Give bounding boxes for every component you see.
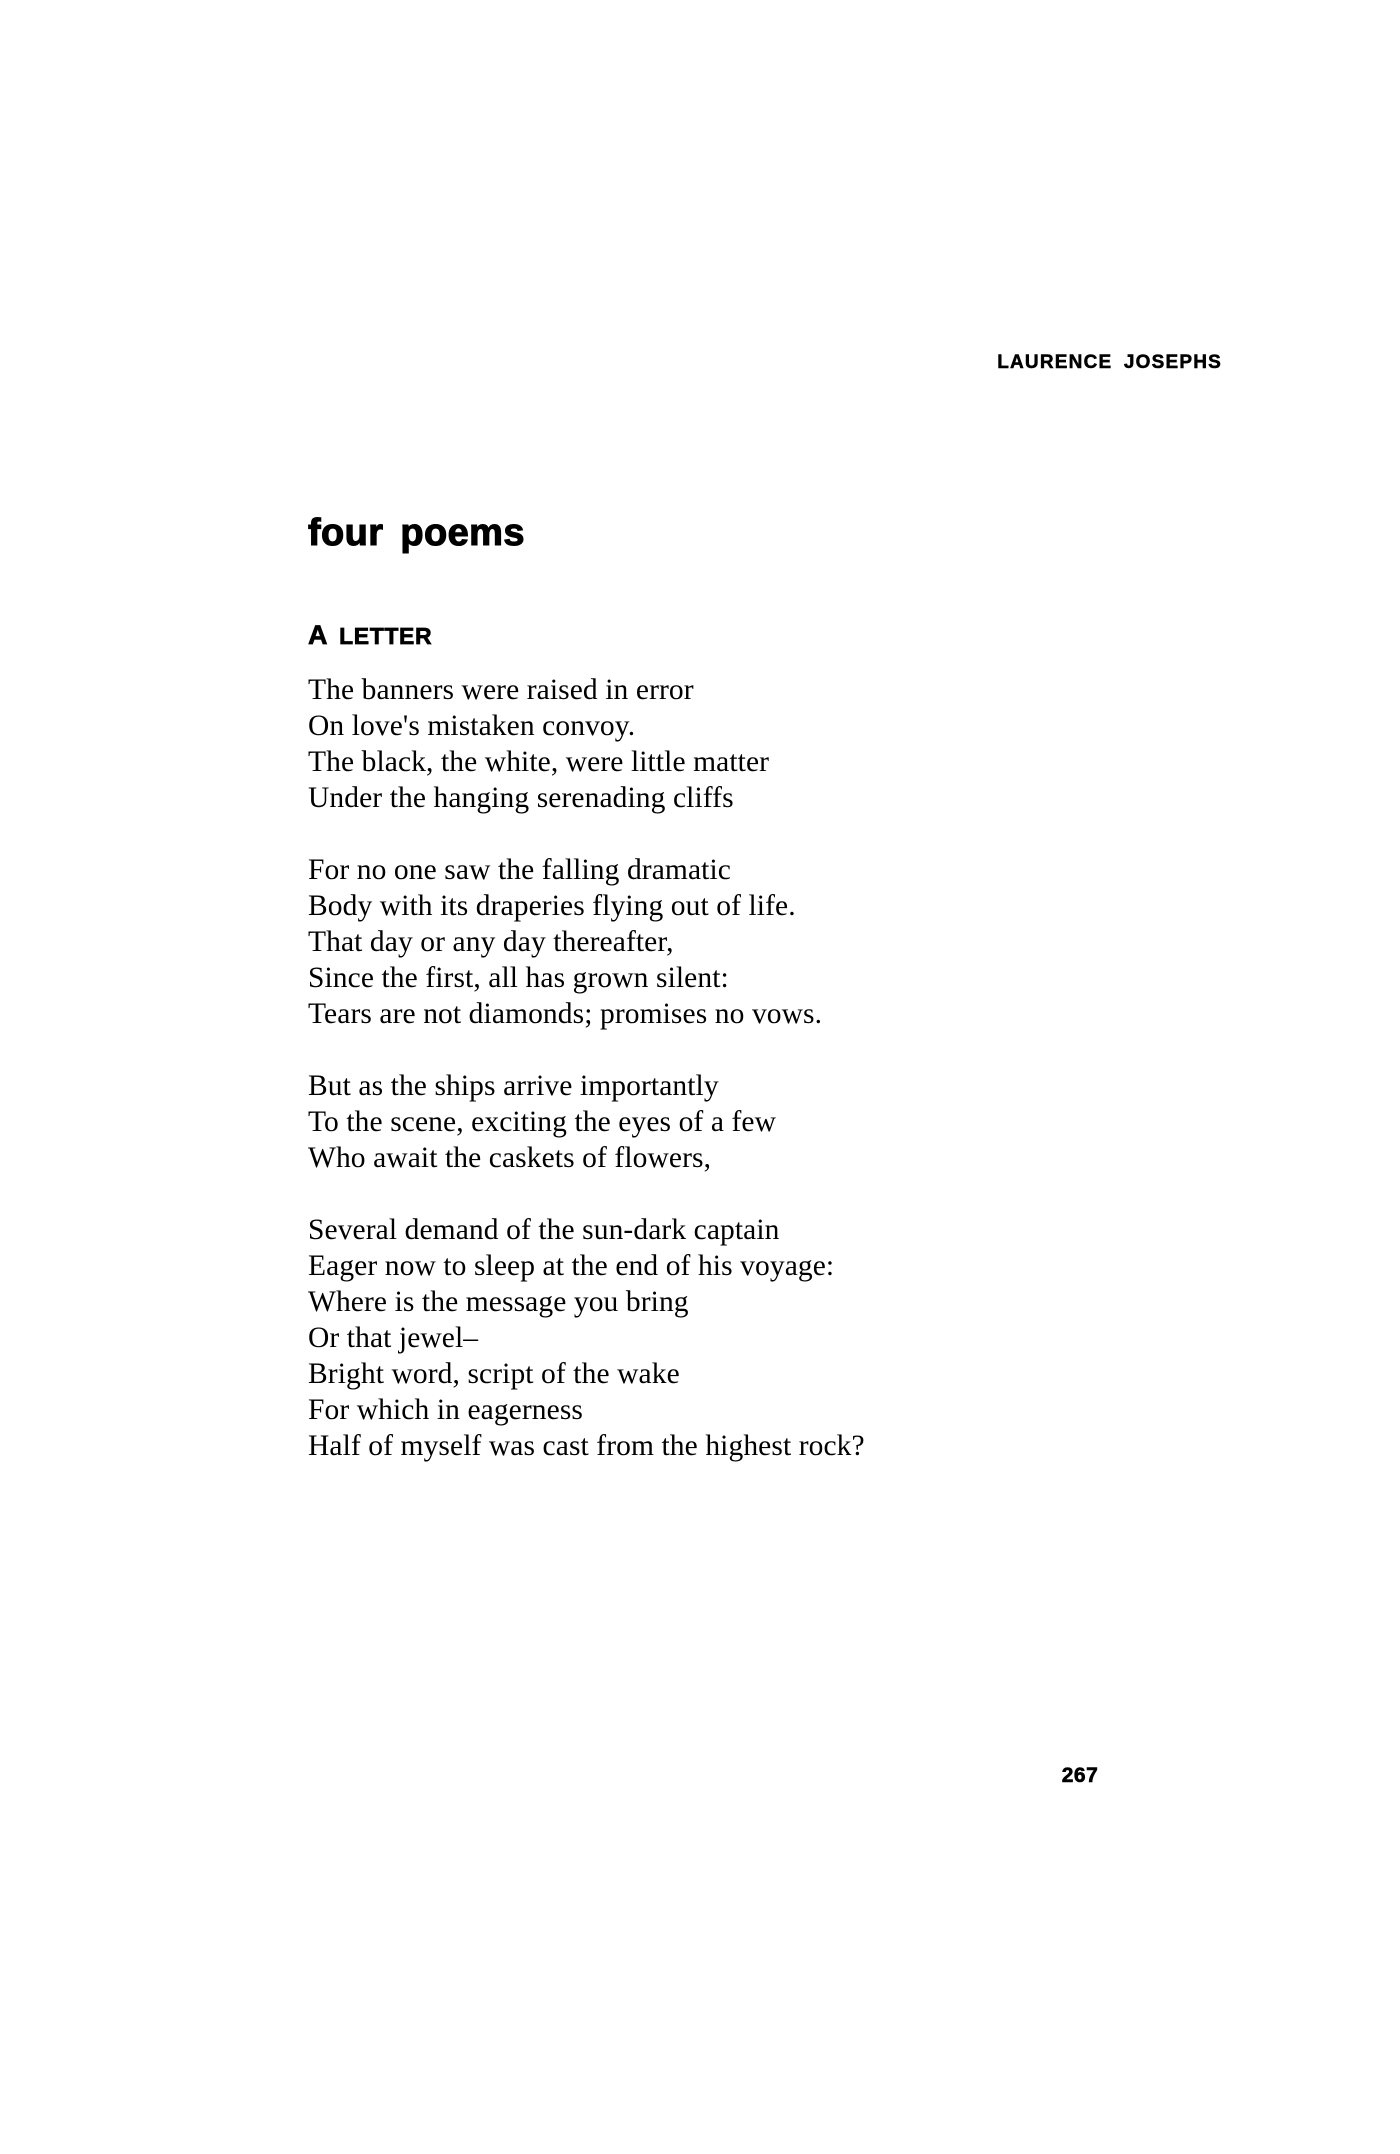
running-head-author: LAURENCE JOSEPHS bbox=[997, 352, 1222, 373]
stanza bbox=[308, 852, 1128, 1032]
poem-heading bbox=[308, 620, 432, 651]
page-title: four poems bbox=[308, 512, 525, 554]
stanza bbox=[308, 1068, 1128, 1176]
page-number: 267 bbox=[1061, 1764, 1099, 1787]
poem-line: For which in eagerness bbox=[308, 1394, 584, 1426]
poem-line: Eager now to sleep at the end of his voyage: bbox=[308, 1250, 835, 1282]
poem-line: But as the ships arrive importantly bbox=[308, 1070, 719, 1102]
poem-line: To the scene, exciting the eyes of a few bbox=[308, 1106, 777, 1138]
poem-line: For no one saw the falling dramatic bbox=[308, 854, 731, 886]
poem-line: Where is the message you bring bbox=[308, 1286, 689, 1318]
stanza bbox=[308, 672, 1128, 816]
stanza bbox=[308, 1212, 1128, 1464]
poem-line: Tears are not diamonds; promises no vows. bbox=[308, 998, 823, 1030]
poem-line: The banners were raised in error bbox=[308, 674, 694, 706]
poem-line: Who await the caskets of flowers, bbox=[308, 1142, 712, 1174]
poem-line: Under the hanging serenading cliffs bbox=[308, 782, 734, 814]
poem-heading-remainder: LETTER bbox=[339, 623, 433, 649]
poem-line: Or that jewel– bbox=[308, 1322, 479, 1354]
poem-line: Bright word, script of the wake bbox=[308, 1358, 680, 1390]
poem-line: Since the first, all has grown silent: bbox=[308, 962, 729, 994]
poem-body bbox=[308, 672, 1128, 1464]
poem-line: The black, the white, were little matter bbox=[308, 746, 770, 778]
poem-line: That day or any day thereafter, bbox=[308, 926, 674, 958]
poem-line: Half of myself was cast from the highest rock? bbox=[308, 1430, 865, 1462]
poem-line: Several demand of the sun-dark captain bbox=[308, 1214, 780, 1246]
poem-heading-first-letter: A bbox=[308, 620, 329, 650]
poem-line: On love's mistaken convoy. bbox=[308, 710, 636, 742]
poem-line: Body with its draperies flying out of life. bbox=[308, 890, 796, 922]
